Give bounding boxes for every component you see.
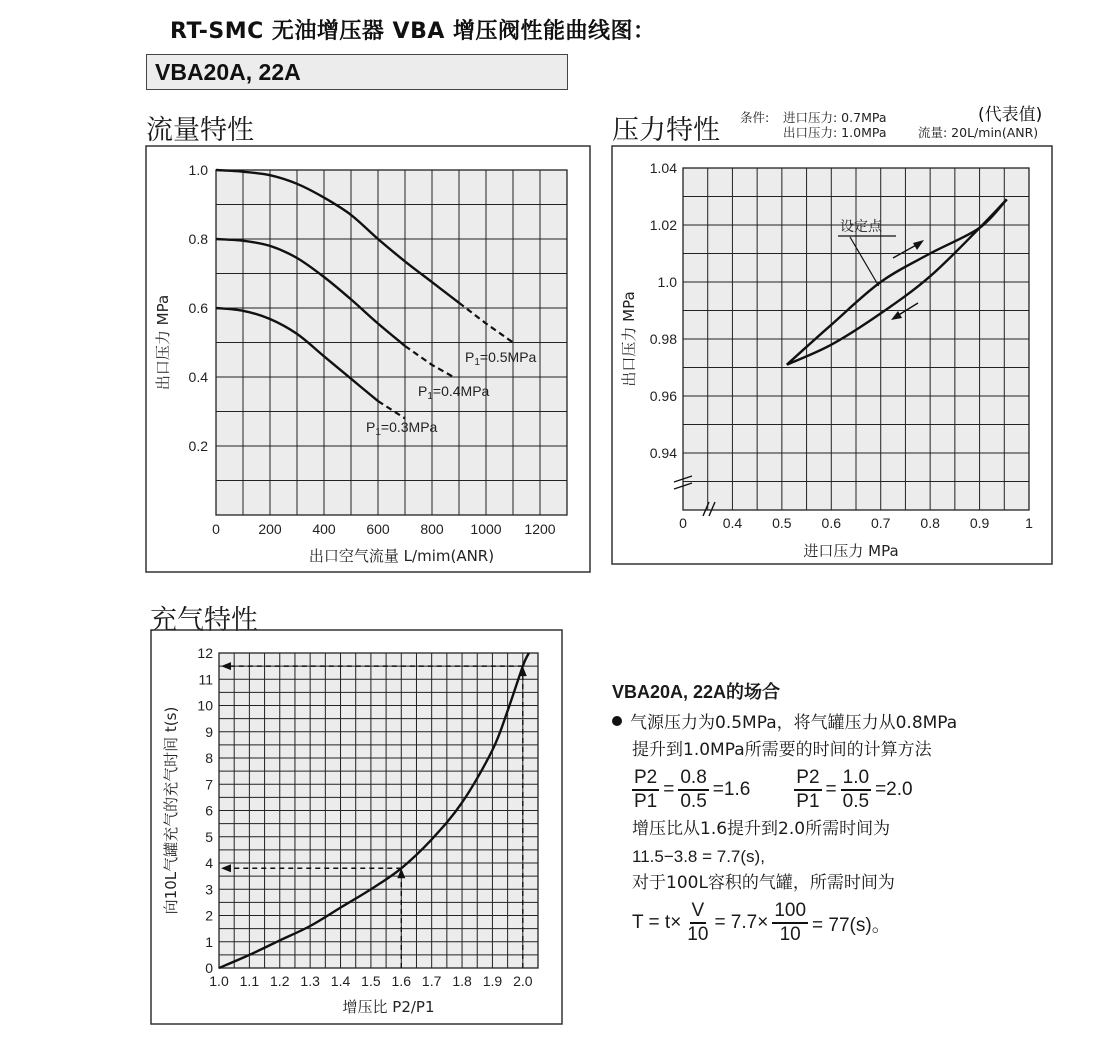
time-frac-2-den: 10 [779,924,801,945]
charging-y-tick: 2 [205,907,213,924]
flow-x-tick: 1000 [470,521,502,537]
flow-y-tick: 0.2 [188,438,208,454]
charging-y-tick: 5 [205,828,213,845]
calc-line-1 [612,710,1072,737]
ratio2-lhs-den: P1 [796,791,820,812]
flow-x-tick: 1200 [524,521,556,537]
time-result: = 77(s)。 [812,914,891,936]
time-formula [612,897,1072,949]
charging-x-tick: 2.0 [513,973,533,989]
flow-y-tick: 0.6 [188,300,208,316]
calculation-box [612,678,1072,949]
ratio2-result: =2.0 [875,779,913,800]
charging-x-tick: 1.1 [239,973,260,989]
charging-y-tick: 9 [205,723,213,740]
pressure-y-label: 出口压力 MPa [620,291,638,387]
pressure-x-tick: 0.5 [772,515,792,531]
charging-y-label: 向10L气罐充气的充气时间 t(s) [162,706,180,915]
charging-y-tick: 4 [205,855,213,871]
calc-heading [612,678,1072,704]
time-frac-2-num: 100 [772,900,808,924]
flow-x-tick: 400 [312,521,336,537]
time-frac-1-num: V [690,900,707,924]
charging-x-label: 增压比 P2/P1 [342,998,435,1016]
flow-x-tick: 200 [258,521,282,537]
ratio1-rhs [678,767,708,813]
charging-y-tick: 8 [205,750,213,766]
set-point-label: 设定点 [840,218,882,234]
main-title: RT-SMC 无油增压器 VBA 增压阀性能曲线图： [170,19,656,44]
ratio2-lhs [794,767,821,813]
charging-y-tick: 0 [205,960,213,976]
flow-section-title: 流量特性 [146,115,254,146]
condition-outlet: 出口压力: 1.0MPa [783,125,887,140]
ratio1-eq: = [663,779,675,800]
pressure-x-tick: 0.9 [969,515,990,531]
flow-x-tick: 0 [212,521,220,537]
flow-x-label: 出口空气流量 L/mim(ANR) [308,547,495,565]
flow-x-tick: 600 [366,521,390,537]
pressure-x-tick: 0.8 [920,515,940,531]
pressure-x-tick: 0.6 [821,515,842,531]
charging-y-tick: 10 [197,697,213,714]
flow-y-tick: 0.8 [188,231,208,247]
charging-y-tick: 6 [205,802,213,819]
ratio1-num: 0.8 [678,767,708,791]
calc-heading-suffix: 的场合 [726,682,781,703]
ratio-formulas [612,764,1072,816]
ratio2-num: 1.0 [841,767,871,791]
calc-line-4: 11.5−3.8 = 7.7(s), [632,847,765,866]
bullet-icon [612,716,622,726]
charging-x-tick: 1.7 [421,973,442,989]
pressure-y-tick: 1.0 [657,274,677,290]
ratio2-eq: = [825,779,837,800]
pressure-x-tick-zero: 0 [679,515,687,531]
condition-flow: 流量: 20L/min(ANR) [918,125,1039,140]
flow-y-tick: 0.4 [188,369,208,385]
charging-y-tick: 7 [205,776,213,793]
charging-y-tick: 1 [205,933,213,950]
ratio1-lhs-num: P2 [632,767,659,791]
ratio2-lhs-num: P2 [794,767,821,791]
flow-series-label: $P_1=0.4MPa$ [418,383,490,402]
pressure-x-tick: 0.4 [722,515,743,531]
charging-x-tick: 1.8 [452,973,472,989]
ratio1-result: =1.6 [712,779,751,800]
pressure-section-title: 压力特性 [612,115,720,146]
charging-x-tick: 1.6 [391,973,412,989]
charging-x-tick: 1.9 [482,973,503,989]
charging-x-tick: 1.4 [330,973,351,989]
charging-x-tick: 1.5 [361,973,381,989]
pressure-x-label: 进口压力 MPa [803,542,899,560]
flow-y-label: 出口压力 MPa [154,294,172,391]
pressure-y-tick: 0.94 [649,445,677,461]
pressure-x-tick: 1 [1025,515,1033,531]
ratio1-lhs [632,767,659,813]
time-frac-2 [772,900,808,946]
charging-y-tick: 11 [198,671,213,688]
charging-x-tick: 1.0 [209,973,229,989]
time-mid: = 7.7× [714,912,769,933]
flow-series-label: $P_1=0.3MPa$ [366,419,438,438]
time-frac-1-den: 10 [687,924,709,945]
calc-line-3: 增压比从1.6提升到2.0所需时间为 [632,819,891,839]
calc-heading-model: VBA20A, 22A [612,682,727,702]
charging-x-tick: 1.3 [300,973,320,989]
charging-y-tick: 3 [205,881,213,898]
charging-section-title: 充气特性 [150,605,258,636]
model-label: VBA20A, 22A [155,59,301,85]
time-prefix: T = t× [632,912,682,933]
calc-line-5: 对于100L容积的气罐，所需时间为 [632,873,895,893]
pressure-y-tick: 0.98 [649,331,677,347]
calc-line-1-text: 气源压力为0.5MPa，将气罐压力从0.8MPa [630,713,958,733]
flow-y-tick: 1.0 [188,162,208,178]
condition-label: 条件: [740,110,770,125]
charging-y-tick: 12 [197,645,213,661]
pressure-y-tick: 1.04 [649,160,677,176]
ratio2-den: 0.5 [842,791,870,812]
pressure-x-tick: 0.7 [870,515,891,531]
representative-label: (代表值) [978,105,1043,125]
ratio1-den: 0.5 [680,791,707,812]
pressure-y-tick: 1.02 [649,217,677,233]
flow-series-label: $P_1=0.5MPa$ [465,349,537,368]
condition-inlet: 进口压力: 0.7MPa [783,110,887,125]
calc-line-2: 提升到1.0MPa所需要的时间的计算方法 [632,740,932,760]
ratio2-rhs [841,767,871,813]
ratio1-lhs-den: P1 [634,791,658,812]
pressure-y-tick: 0.96 [649,388,677,404]
charging-x-tick: 1.2 [270,973,290,989]
time-frac-1 [685,900,710,946]
flow-x-tick: 800 [420,521,444,537]
